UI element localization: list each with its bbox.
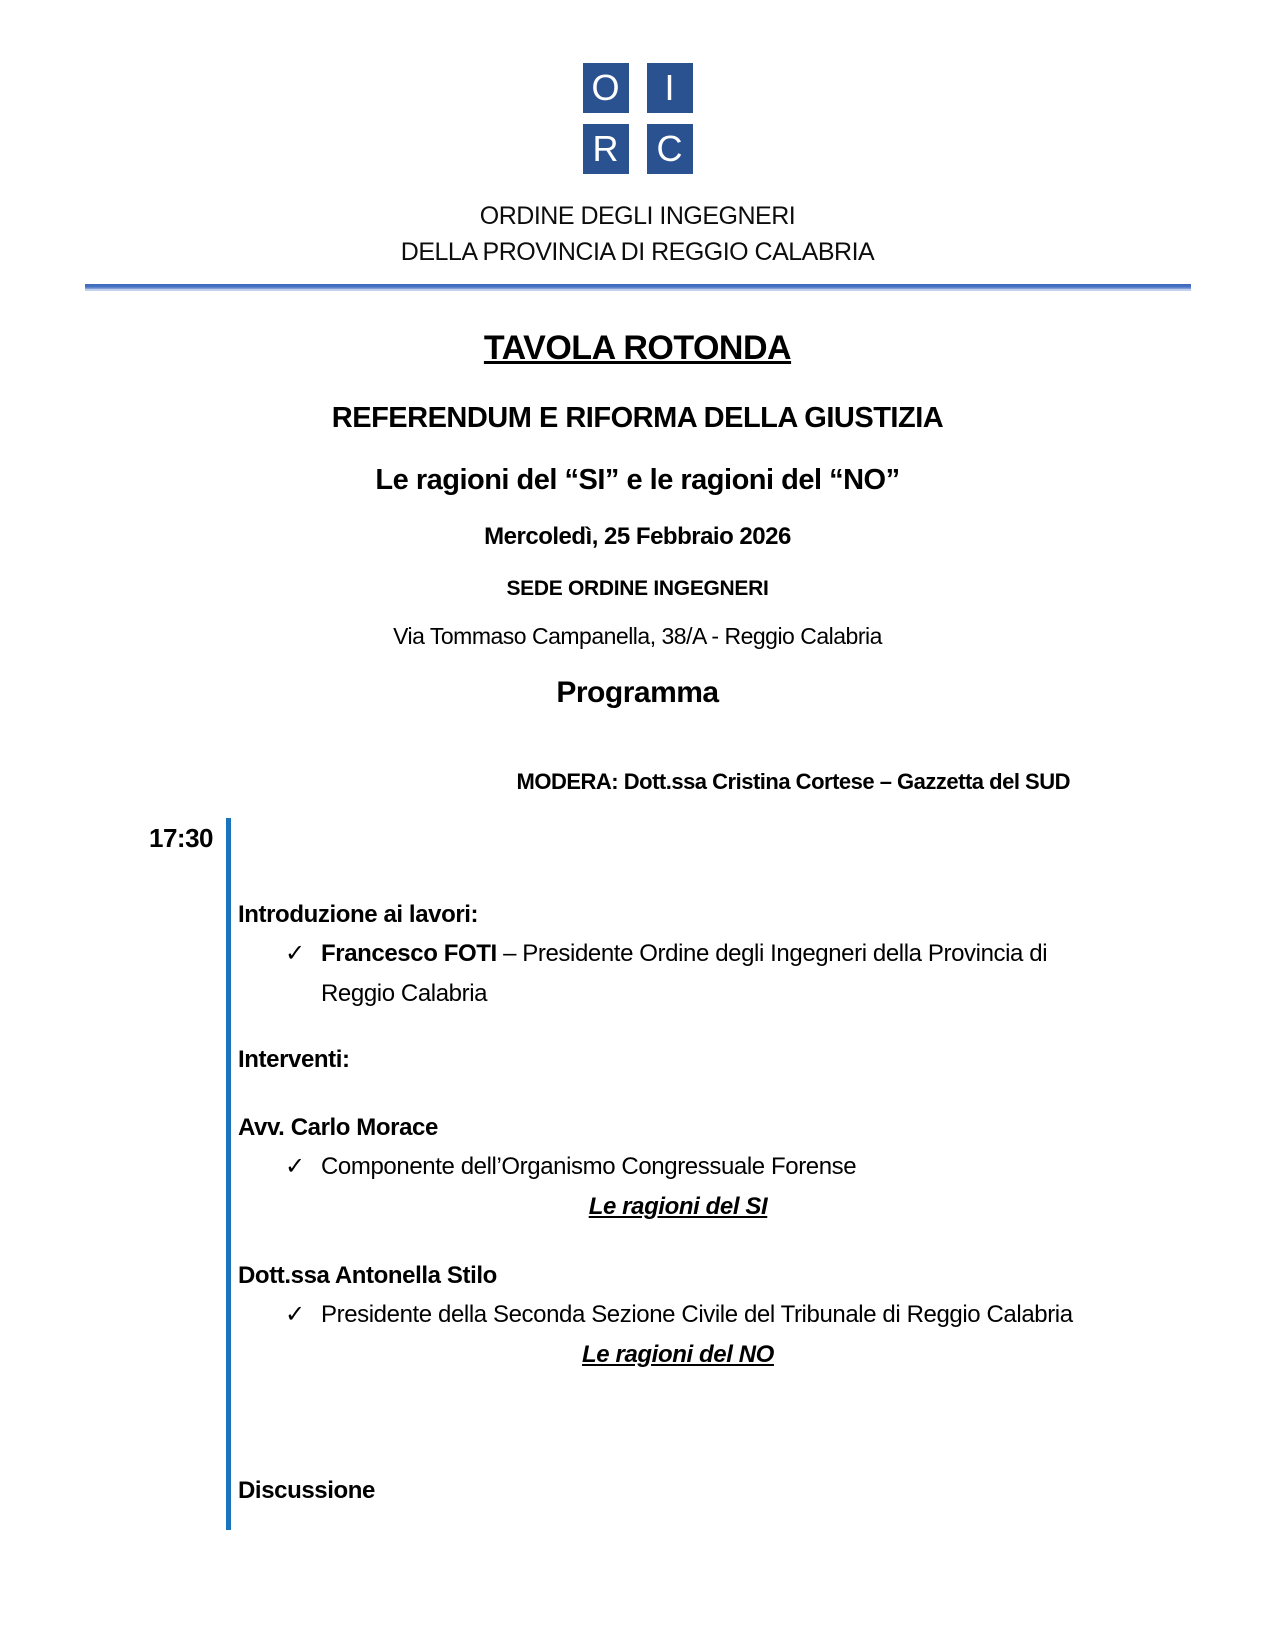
header xyxy=(0,0,1275,291)
event-subtitle-2: Le ragioni del “SI” e le ragioni del “NO” xyxy=(375,464,900,496)
intro-speaker-name: Francesco FOTI xyxy=(321,940,497,967)
moderator-line: MODERA: Dott.ssa Cristina Cortese – Gazzetta del SUD xyxy=(516,769,1070,794)
logo-letter-i: I xyxy=(647,63,693,113)
intro-speaker-desc: – Presidente Ordine degli Ingegneri della Provincia di Reggio Calabria xyxy=(321,940,1048,1007)
speaker2-role-text: Presidente della Seconda Sezione Civile del Tribunale di Reggio Calabria xyxy=(321,1301,1073,1328)
discussion-label: Discussione xyxy=(238,1477,375,1504)
org-name-line1: ORDINE DEGLI INGEGNERI xyxy=(479,202,796,230)
intro-label: Introduzione ai lavori: xyxy=(238,901,479,928)
event-address: Via Tommaso Campanella, 38/A - Reggio Calabria xyxy=(393,623,882,649)
header-divider xyxy=(85,284,1191,291)
event-date: Mercoledì, 25 Febbraio 2026 xyxy=(484,523,791,550)
intro-speaker-text xyxy=(321,940,1047,1007)
list-item-intro-speaker xyxy=(238,934,1118,1014)
checkmark-icon: ✓ xyxy=(285,1153,305,1180)
checkmark-icon: ✓ xyxy=(285,940,305,967)
program-accent-bar xyxy=(226,818,231,1530)
checkmark-icon: ✓ xyxy=(285,1301,305,1328)
event-block xyxy=(0,301,1275,710)
speaker2-name: Dott.ssa Antonella Stilo xyxy=(238,1262,497,1289)
program-heading: Programma xyxy=(556,676,719,709)
logo-letter-r: R xyxy=(583,124,629,174)
logo-letter-o: O xyxy=(583,63,629,113)
logo-letter-c: C xyxy=(647,124,693,174)
speaker1-topic: Le ragioni del SI xyxy=(588,1193,768,1220)
interventi-label: Interventi: xyxy=(238,1046,350,1073)
event-venue: SEDE ORDINE INGEGNERI xyxy=(506,577,769,600)
org-name-line2: DELLA PROVINCIA DI REGGIO CALABRIA xyxy=(400,238,875,266)
oirc-logo xyxy=(583,63,693,174)
event-subtitle: REFERENDUM E RIFORMA DELLA GIUSTIZIA xyxy=(331,402,944,434)
list-item-speaker1-role xyxy=(238,1147,1118,1187)
speaker1-name: Avv. Carlo Morace xyxy=(238,1114,438,1141)
speaker1-role-text: Componente dell’Organismo Congressuale Forense xyxy=(321,1153,857,1180)
event-title: TAVOLA ROTONDA xyxy=(483,329,792,367)
program-time: 17:30 xyxy=(149,823,213,853)
organization-name xyxy=(0,198,1275,270)
list-item-speaker2-role xyxy=(238,1295,1118,1335)
speaker2-topic: Le ragioni del NO xyxy=(582,1341,774,1368)
program-content xyxy=(238,896,1118,1510)
